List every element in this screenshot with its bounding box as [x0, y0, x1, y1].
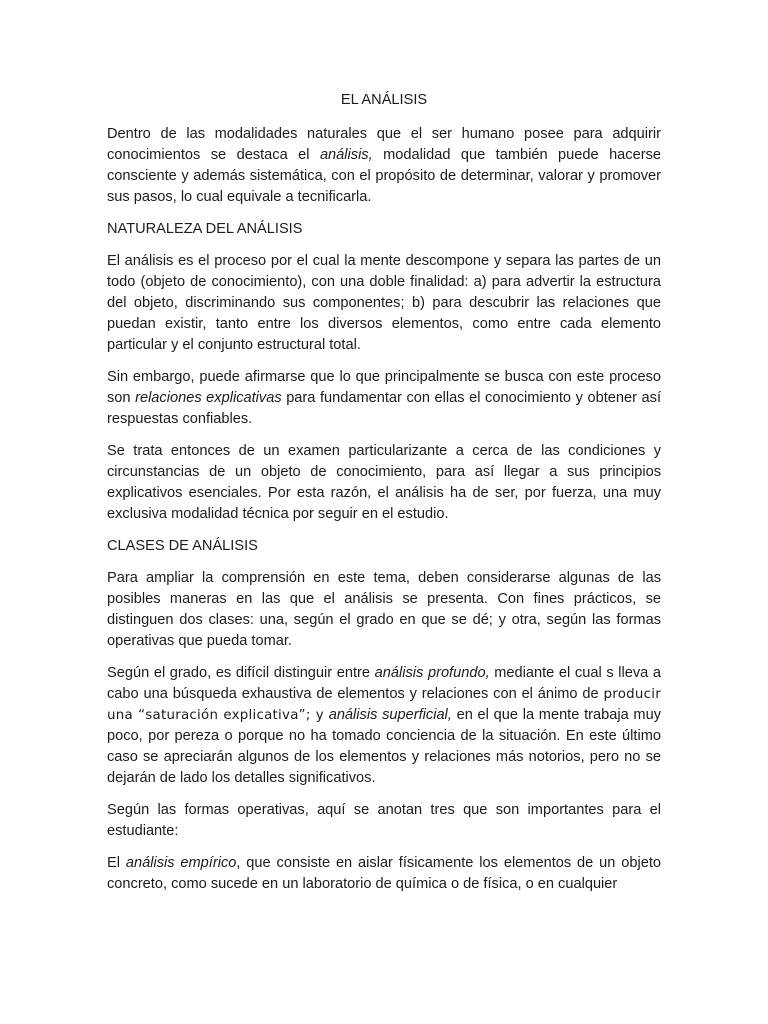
naturaleza-paragraph-1: El análisis es el proceso por el cual la mente descompone y separa las partes de un todo (objeto de conocimiento), con una doble finalidad: a) para advertir la estructura del objeto, discriminando sus componentes; b) para descubrir las relaciones que puedan existir, tanto entre los diversos elementos, como entre cada elemento particular y el conjunto estructural total.: [107, 253, 661, 353]
section-heading-clases: CLASES DE ANÁLISIS: [107, 538, 258, 554]
intro-text-2: modalidad que también puede hacerse consciente y además sistemática, con el propósito de determinar, valorar y promover sus pasos, lo cual equivale a tecnificarla.: [107, 147, 661, 205]
intro-text-1: Dentro de las modalidades naturales que el ser humano posee para adquirir conocimientos se destaca el: [107, 126, 661, 163]
intro-paragraph: [107, 124, 661, 208]
clases-paragraph-2: [107, 663, 661, 789]
clases-p2-emphasis-1: análisis profundo,: [374, 665, 490, 681]
clases-paragraph-3: Según las formas operativas, aquí se anotan tres que son importantes para el estudiante:: [107, 802, 661, 839]
document-body: [107, 124, 661, 906]
naturaleza-p2-emphasis: relaciones explicativas: [135, 390, 282, 406]
clases-p2-text-2: mediante el cual s lleva a cabo una búsqueda exhaustiva de elementos y relaciones con el ánimo de: [107, 665, 661, 702]
clases-p2-text-1: Según el grado, es difícil distinguir entre: [107, 665, 375, 681]
clases-p2-text-4: en el que la mente trabaja muy poco, por pereza o porque no ha tomado conciencia de la situación. En este último caso se apreciarán algunos de los elementos y relaciones más notorios, pero no se dejarán de lado los detalles significativos.: [107, 707, 661, 786]
clases-paragraph-1: Para ampliar la comprensión en este tema, deben considerarse algunas de las posibles maneras en las que el análisis se presenta. Con fines prácticos, se distinguen dos clases: una, según el grado en que se dé; y otra, según las formas operativas que pueda tomar.: [107, 570, 661, 649]
naturaleza-paragraph-3: Se trata entonces de un examen particularizante a cerca de las condiciones y circunstancias de un objeto de conocimiento, para así llegar a sus principios explicativos esenciales. Por esta razón, el análisis ha de ser, por fuerza, una muy exclusiva modalidad técnica por seguir en el estudio.: [107, 443, 661, 522]
clases-p4-text-2: , que consiste en aislar físicamente los elementos de un objeto concreto, como sucede en un laboratorio de química o de física, o en cualquier: [107, 855, 662, 892]
intro-emphasis: análisis,: [319, 147, 373, 163]
section-heading-naturaleza: NATURALEZA DEL ANÁLISIS: [107, 221, 303, 237]
document-title: EL ANÁLISIS: [340, 92, 428, 108]
clases-p4-emphasis: análisis empírico: [125, 855, 237, 871]
naturaleza-p2-text-1: Sin embargo, puede afirmarse que lo que principalmente se busca con este proceso son: [107, 369, 661, 406]
clases-p2-alt-font-text: producir una “saturación explicativa”; y: [107, 687, 661, 723]
naturaleza-p2-text-2: para fundamentar con ellas el conocimiento y obtener así respuestas confiables.: [107, 390, 661, 427]
clases-p4-text-1: El: [107, 855, 126, 871]
clases-p2-emphasis-2: análisis superficial,: [328, 707, 452, 723]
clases-paragraph-4: [107, 853, 661, 895]
naturaleza-paragraph-2: [107, 367, 661, 430]
